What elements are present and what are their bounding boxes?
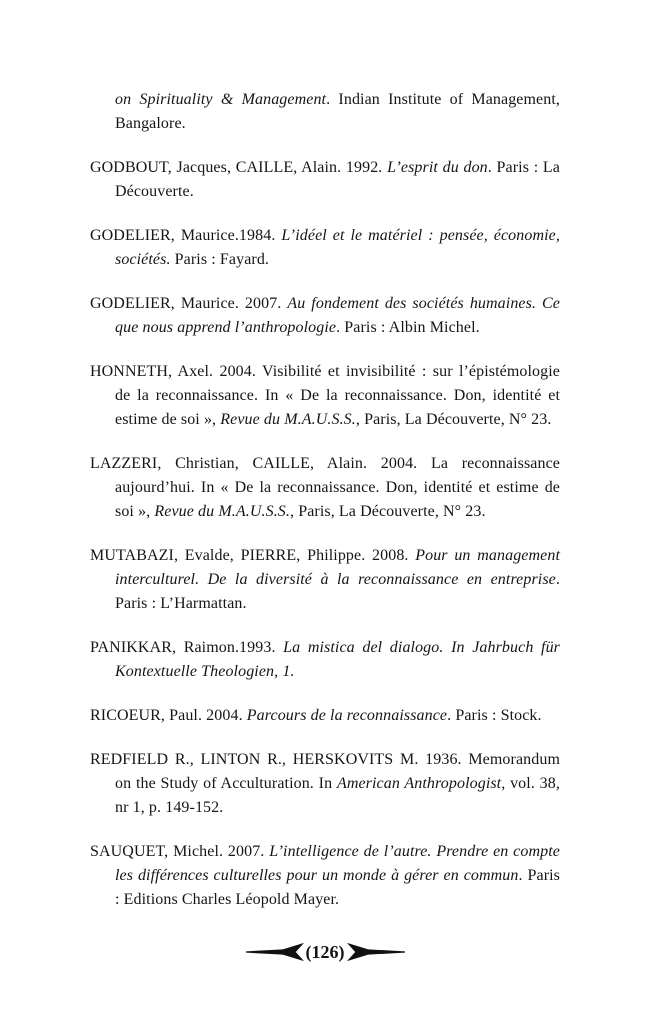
entry-segment: . Indian Institute of Management, Bangalore. [115, 91, 561, 132]
entry-segment: . Paris : Editions Charles Léopold Mayer. [115, 867, 560, 908]
entry-segment-italic: Revue du M.A.U.S.S. [154, 503, 291, 520]
page-number-paren-open: ( [305, 942, 312, 962]
entry-segment: . Paris : La Découverte. [115, 159, 560, 200]
entry-segment-italic: on Spirituality & Management [115, 91, 327, 108]
entry-segment: LAZZERI, Christian, CAILLE, Alain. 2004. La reconnaissance aujourd’hui. In « De la reconnaissance. Don, identité et estime de soi », [90, 455, 560, 520]
bibliography [90, 88, 560, 932]
entry-segment-italic: L’intelligence de l’autre. Prendre en compte les différences culturelles pour un monde à gérer en commun [115, 843, 560, 884]
entry-segment-italic: L’idéel et le matériel : pensée, économie, sociétés. [115, 227, 560, 268]
bibliography-entry [90, 748, 560, 820]
footer-rule-left-icon [246, 942, 304, 962]
entry-segment: . Paris : Albin Michel. [336, 319, 480, 336]
bibliography-entry [90, 88, 560, 136]
entry-segment: , vol. 38, nr 1, p. 149-152. [115, 775, 560, 816]
entry-segment-italic: American Anthropologist [336, 775, 502, 792]
bibliography-entry [90, 292, 560, 340]
entry-segment: RICOEUR, Paul. 2004. [90, 707, 247, 724]
entry-segment: GODELIER, Maurice. 2007. [90, 295, 288, 312]
entry-segment: Paris : Fayard. [170, 251, 270, 268]
entry-segment: GODBOUT, Jacques, CAILLE, Alain. 1992. [90, 159, 388, 176]
entry-segment-italic: Parcours de la reconnaissance [246, 707, 448, 724]
entry-segment-italic: L’esprit du don [387, 159, 488, 176]
entry-segment: GODELIER, Maurice.1984. [90, 227, 282, 244]
bibliography-entry [90, 156, 560, 204]
page-number-value: 126 [311, 942, 339, 962]
entry-segment: , Paris, La Découverte, N° 23. [355, 411, 552, 428]
page-number-paren-close: ) [338, 942, 345, 962]
entry-segment-italic: Au fondement des sociétés humaines. Ce que nous apprend l’anthropologie [115, 295, 560, 336]
bibliography-entry [90, 840, 560, 912]
bibliography-entry [90, 452, 560, 524]
entry-segment-italic: La mistica del dialogo. In Jahrbuch für Kontextuelle Theologien, 1. [115, 639, 560, 680]
entry-segment: SAUQUET, Michel. 2007. [90, 843, 270, 860]
page-number [305, 942, 346, 962]
entry-segment: HONNETH, Axel. 2004. Visibilité et invisibilité : sur l’épistémologie de la reconnaissance. In « De la reconnaissance. Don, identité et estime de soi », [90, 363, 560, 428]
entry-segment: . Paris : Stock. [447, 707, 542, 724]
entry-segment: , Paris, La Découverte, N° 23. [290, 503, 486, 520]
entry-segment: PANIKKAR, Raimon.1993. [90, 639, 284, 656]
page-number-ornament [246, 942, 405, 962]
bibliography-entry [90, 360, 560, 432]
bibliography-entry [90, 636, 560, 684]
entry-segment: REDFIELD R., LINTON R., HERSKOVITS M. 1936. Memorandum on the Study of Acculturation. In [90, 751, 560, 792]
entry-segment-italic: Pour un management interculturel. De la diversité à la reconnaissance en entreprise [115, 547, 560, 588]
page-footer [0, 942, 650, 962]
entry-segment-italic: Revue du M.A.U.S.S. [220, 411, 356, 428]
entry-segment: . Paris : L’Harmattan. [115, 571, 560, 612]
bibliography-entry [90, 704, 560, 728]
entry-segment: MUTABAZI, Evalde, PIERRE, Philippe. 2008. [90, 547, 416, 564]
bibliography-entry [90, 224, 560, 272]
bibliography-entry [90, 544, 560, 616]
footer-rule-right-icon [347, 942, 405, 962]
